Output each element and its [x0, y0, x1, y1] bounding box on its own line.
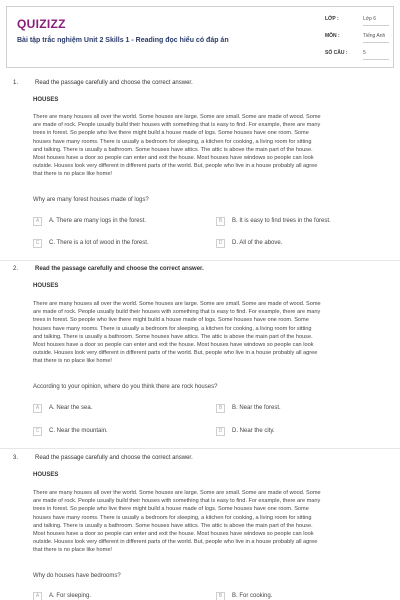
option-text: A. For sleeping. — [49, 593, 92, 599]
passage-line: There are many houses all over the world. Some houses are large. Some are small. Some are made of wood. Some — [33, 490, 321, 496]
passage-line: Most houses have a door so people can enter and exit the house. Most houses have windows so people can look — [33, 531, 314, 538]
quizizz-logo: QUIZIZZ — [17, 17, 66, 31]
divider — [363, 42, 389, 43]
passage-text — [33, 489, 391, 555]
option-letter-box: B — [216, 592, 225, 600]
passage-line: that there is no place like home! — [33, 171, 112, 178]
option-letter-box: A — [33, 592, 42, 600]
question-number: 3. — [13, 455, 19, 461]
question-text: Why do houses have bedrooms? — [33, 573, 121, 579]
passage-text — [33, 113, 391, 179]
option-letter-box: B — [216, 404, 225, 413]
question-text: Why are many forest houses made of logs? — [33, 197, 149, 203]
meta-count-label: SỐ CÂU : — [325, 50, 348, 56]
passage-title: HOUSES — [33, 283, 59, 289]
passage-line: Most houses have a door so people can enter and exit the house. Most houses have windows so people can look — [33, 342, 314, 349]
meta-count-value: 5 — [363, 50, 366, 56]
passage-line: that there is no place like home! — [33, 547, 112, 554]
question-number: 1. — [13, 80, 19, 86]
passage-line: and talking. There is usually a bathroom. Some houses have attics. The attic is above the main part of the house. — [33, 146, 313, 153]
passage-line: trees in forest. So people who live there might build a house made of logs. Some houses have one room. Some — [33, 130, 309, 137]
passage-line: and talking. There is usually a bathroom. Some houses have attics. The attic is above the main part of the house. — [33, 522, 313, 529]
passage-line: outside. Houses look very different in different parts of the world. But, people who live in a house probably all agree — [33, 163, 318, 170]
option-text: D. All of the above. — [232, 240, 283, 246]
question-text: According to your opinion, where do you think there are rock houses? — [33, 384, 218, 390]
document-title: Bài tập trắc nghiệm Unit 2 Skills 1 - Reading đọc hiểu có đáp án — [17, 37, 229, 44]
passage-text — [33, 300, 391, 366]
passage-line: are made of rock. People usually build their houses with something that is easy to find. For example, there are many — [33, 122, 321, 129]
option-text: D. Near the city. — [232, 428, 275, 434]
option-text: A. There are many logs in the forest. — [49, 218, 146, 224]
question-number: 2. — [13, 266, 19, 272]
passage-line: Most houses have a door so people can enter and exit the house. Most houses have windows so people can look — [33, 155, 314, 162]
option-text: C. There is a lot of wood in the forest. — [49, 240, 149, 246]
option-letter-box: D — [216, 239, 225, 248]
divider — [363, 25, 389, 26]
question-instruction: Read the passage carefully and choose the correct answer. — [35, 455, 193, 461]
divider — [0, 260, 400, 261]
passage-line: and talking. There is usually a bathroom. Some houses have attics. The attic is above the main part of the house. — [33, 333, 313, 340]
passage-line: There are many houses all over the world. Some houses are large. Some are small. Some are made of wood. Some — [33, 301, 321, 307]
option-letter-box: A — [33, 404, 42, 413]
meta-subject-value: Tiếng Anh — [363, 33, 386, 39]
passage-line: are made of rock. People usually build their houses with something that is easy to find. For example, there are many — [33, 309, 321, 316]
question-instruction: Read the passage carefully and choose the correct answer. — [35, 80, 193, 86]
passage-line: outside. Houses look very different in different parts of the world. But, people who live in a house probably all agree — [33, 539, 318, 546]
option-text: B. For cooking. — [232, 593, 273, 599]
passage-line: houses have many rooms. There is usually a bedroom for sleeping, a kitchen for cooking, a living room for sitting — [33, 138, 312, 145]
meta-subject-label: MÔN : — [325, 33, 340, 39]
option-text: C. Near the mountain. — [49, 428, 108, 434]
option-letter-box: B — [216, 217, 225, 226]
option-text: B. Near the forest. — [232, 405, 281, 411]
option-letter-box: D — [216, 427, 225, 436]
option-text: B. It is easy to find trees in the forest. — [232, 218, 331, 224]
passage-line: outside. Houses look very different in different parts of the world. But, people who live in a house probably all agree — [33, 350, 318, 357]
passage-line: trees in forest. So people who live there might build a house made of logs. Some houses have one room. Some — [33, 506, 309, 513]
passage-line: houses have many rooms. There is usually a bedroom for sleeping, a kitchen for cooking, a living room for sitting — [33, 325, 312, 332]
passage-title: HOUSES — [33, 472, 59, 478]
meta-grade-label: LỚP : — [325, 16, 339, 22]
worksheet-header — [6, 6, 394, 68]
option-letter-box: C — [33, 239, 42, 248]
question-instruction: Read the passage carefully and choose the correct answer. — [35, 266, 204, 272]
passage-line: are made of rock. People usually build their houses with something that is easy to find. For example, there are many — [33, 498, 321, 505]
worksheet-meta — [319, 7, 395, 67]
divider — [363, 59, 389, 60]
option-text: A. Near the sea. — [49, 405, 93, 411]
passage-line: that there is no place like home! — [33, 358, 112, 365]
meta-grade-value: Lớp 6 — [363, 16, 377, 22]
option-letter-box: A — [33, 217, 42, 226]
option-letter-box: C — [33, 427, 42, 436]
passage-line: trees in forest. So people who live there might build a house made of logs. Some houses have one room. Some — [33, 317, 309, 324]
passage-line: houses have many rooms. There is usually a bedroom for sleeping, a kitchen for cooking, a living room for sitting — [33, 514, 312, 521]
passage-line: There are many houses all over the world. Some houses are large. Some are small. Some are made of wood. Some — [33, 114, 321, 120]
passage-title: HOUSES — [33, 97, 59, 103]
divider — [0, 448, 400, 449]
